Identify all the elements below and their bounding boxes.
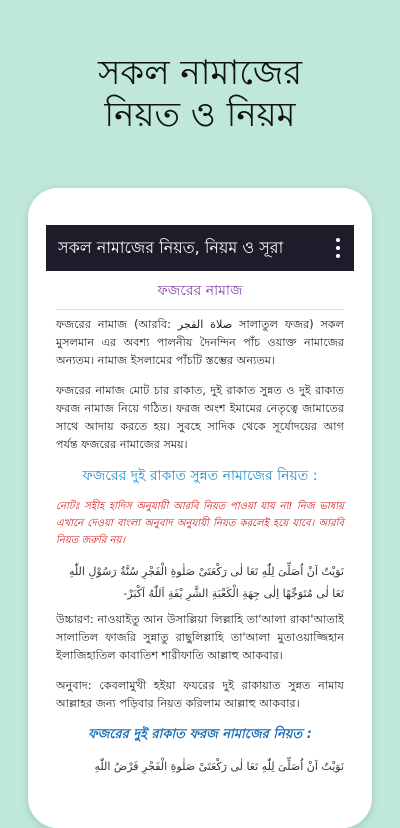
app-title: সকল নামাজের নিয়ত, নিয়ম ও সূরা — [58, 237, 284, 257]
arabic-niyat-farz: نَوَيْتُ اَنْ اُصَلِّىَ لِلّٰهِ تَعَا لٰى رَكْعَتَىْ صَلٰوةِ الْفَجْرِ فَرْضُ اللّٰهِ — [94, 760, 344, 773]
arabic-niyat-sunnat: نَوَيْتُ اَنْ اُصَلِّىَ لِلّٰهِ تَعَا لٰى رَكْعَتَىْ صَلٰوةِ الْفَجْرِ سُنَّةُ رَسُوْلِ اللّٰهِ تَعَا لٰى مُتَوَجِّهًا اِلٰى جِهَةِ الْكَعْبَةِ الشَّرِ يْفَةِ اَللّٰهُ اَكْبَرْ- — [68, 565, 344, 600]
promo-headline — [0, 52, 400, 136]
more-vert-icon[interactable] — [326, 233, 350, 263]
heading-farz-niyat: ফজরের দুই রাকাত ফরজ নামাজের নিয়ত : — [88, 727, 312, 742]
paragraph-details: ফজরের নামাজ মোট চার রাকাত, দুই রাকাত সুন্নত ও দুই রাকাত ফরজ নামাজ নিয়ে গঠিত। ফরজ অংশ ইমামের নেতৃত্বে জামাতের সাথে আদায় করতে হয়। সুবহে সাদিক থেকে সূর্যোদয়ের আগ পর্যন্ত ফজরের নামাজের সময়। — [56, 384, 344, 451]
app-bar — [46, 225, 354, 271]
promo-line-1: সকল নামাজের — [97, 53, 303, 93]
note-text: নোটঃ সহীহ হাদিস অনুযায়ী আরবি নিয়ত পাওয়া যায় না! নিজ ভাষায় এখানে দেওয়া বাংলা অনুবাদ অনুযায়ী নিয়ত করলেই হয়ে যাবে। আরবি নিয়ত জরুরি নয়। — [56, 501, 344, 546]
article-content[interactable] — [46, 271, 354, 828]
promo-line-2: নিয়ত ও নিয়ম — [104, 95, 296, 135]
pronunciation-text: উচ্চারণ: নাওয়াইতু আন উসাল্লিয়া লিল্লাহি তা'আলা রাকা'আতাই সালাতিল ফাজরি সুন্নাতু রাছুলিল্লাহি তা'আলা মুতাওয়াজ্জিহান ইলাজিহাতিল কাবাতিশ শারীফাতি আল্লাহু আকবার। — [56, 613, 344, 662]
phone-frame — [28, 188, 372, 828]
status-bar — [28, 188, 372, 228]
section-title: ফজরের নামাজ — [157, 283, 243, 299]
paragraph-intro: ফজরের নামাজ (আরবি: صلاة الفجر সালাতুল ফজর) সকল মুসলমান এর অবশ্য পালনীয় দৈনন্দিন পাঁচ ওয়াক্ত নামাজের অন্যতম। নামাজ ইসলামের পাঁচটি স্তম্ভের অন্যতম। — [56, 318, 345, 367]
heading-sunnat-niyat: ফজরের দুই রাকাত সুন্নত নামাজের নিয়ত : — [82, 468, 318, 484]
meaning-text: অনুবাদ: কেবলামুখী হইয়া ফযরের দুই রাকায়াত সুন্নত নামায আল্লাহর জন্য পড়িবার নিয়ত করিলাম আল্লাহু আকবার। — [56, 679, 344, 710]
